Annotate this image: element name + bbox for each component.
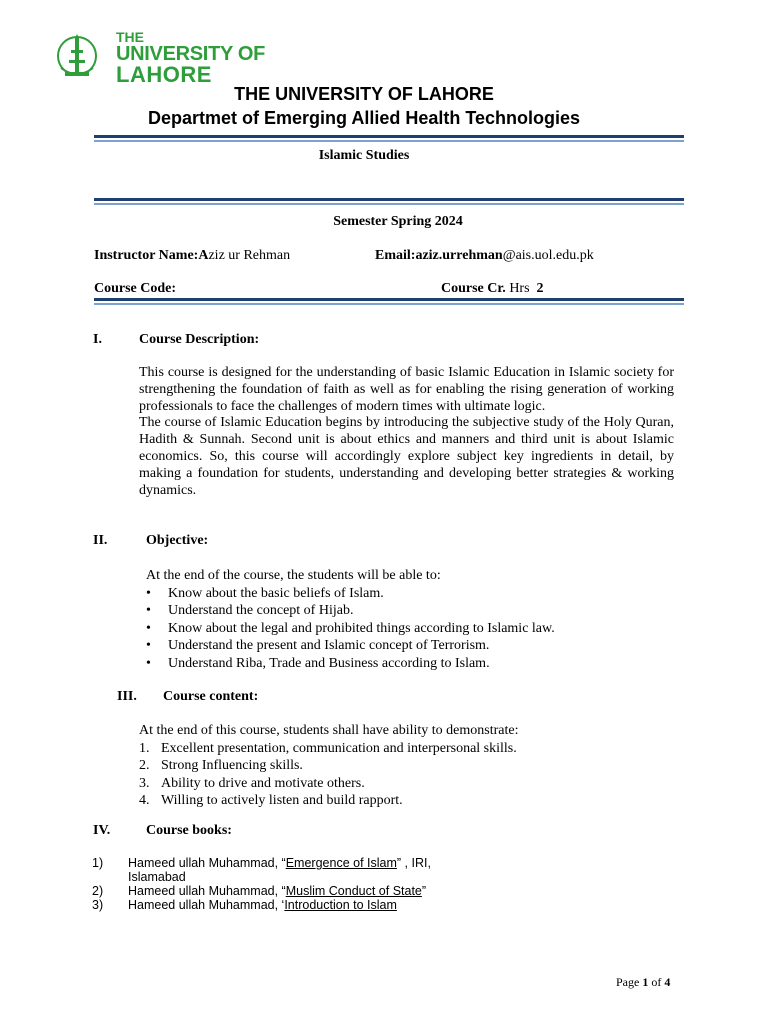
instructor-name: Instructor Name:Aziz ur Rehman [94,248,291,263]
section-number: II. [93,533,108,548]
course-credit-hours: Course Cr. Hrs 2 [441,281,544,296]
section-title-content: Course content: [163,689,259,704]
list-item: • Understand the concept of Hijab. [146,603,354,618]
section-title-description: Course Description: [139,332,260,347]
list-item: • Understand Riba, Trade and Business according to Islam. [146,655,490,671]
list-item: 3. Ability to drive and motivate others. [139,775,365,791]
list-item: 4. Willing to actively listen and build rapport. [139,793,403,808]
list-item: 2) Hameed ullah Muhammad, “Muslim Conduct of State” [92,884,427,898]
content-list [139,722,679,810]
list-item: • Know about the legal and prohibited things according to Islamic law. [146,620,555,636]
section-number: I. [93,332,102,347]
info-rule [94,298,684,305]
objective-list [146,567,686,672]
logo-wordmark: THE UNIVERSITY OF LAHORE [116,29,266,87]
course-description-text: This course is designed for the understanding of basic Islamic Education in Islamic society for strengthening the foundation of faith as well as for enabling the rising generation of working professionals to face the challenges of modern times with ultimate logic. The course of Islamic Education begins by introducing the subjective study of the Holy Quran, Hadith & Sunnah. Second unit is about ethics and manners and third unit is about Islamic economics. So, this course will accordingly explore subject key ingredients in detail, by making a foundation for students, understanding and developing better strategies & working dynamics. [139,365,674,498]
books-list [92,856,512,912]
list-item: • Know about the basic beliefs of Islam. [146,585,384,601]
list-item: 2. Strong Influencing skills. [139,758,303,773]
minar-emblem-icon [55,28,115,88]
subject-title: Islamic Studies [318,148,410,163]
instructor-email: Email:aziz.urrehman@ais.uol.edu.pk [375,248,594,263]
department-title: Departmet of Emerging Allied Health Technologies [147,108,581,128]
content-intro: At the end of this course, students shall have ability to demonstrate: [139,723,519,738]
list-item: • Understand the present and Islamic concept of Terrorism. [146,638,490,653]
semester-label: Semester Spring 2024 [333,214,463,229]
section-number: III. [117,689,137,704]
section-title-books: Course books: [146,823,232,838]
subject-rule [94,198,684,205]
course-code: Course Code: [94,281,177,296]
university-title: THE UNIVERSITY OF LAHORE [234,84,494,104]
section-title-objective: Objective: [146,533,209,548]
page-number: Page 1 of 4 [616,975,671,989]
objective-intro: At the end of the course, the students will be able to: [146,568,441,583]
header-rule [94,135,684,142]
list-item: 1) Hameed ullah Muhammad, “Emergence of Islam” , IRI, Islamabad [92,856,431,884]
section-number: IV. [93,823,111,838]
list-item: 3) Hameed ullah Muhammad, ‘Introduction to Islam [92,898,397,912]
list-item: 1. Excellent presentation, communication and interpersonal skills. [139,740,517,756]
